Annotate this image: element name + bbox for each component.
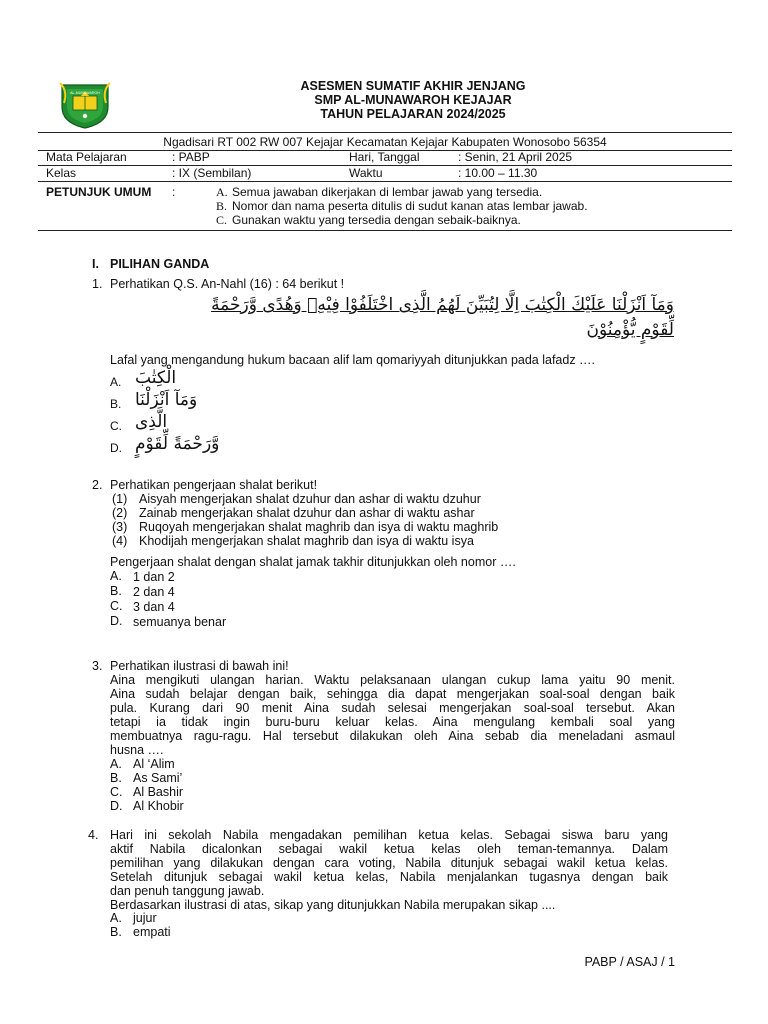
q2-item-num: (1) [112,492,128,506]
info-divider-2 [38,181,732,182]
q4-question: Berdasarkan ilustrasi di atas, sikap yang ditunjukkan Nabila merupakan sikap .... [110,898,556,912]
q2-item-num: (4) [112,534,128,548]
section-number: I. [92,257,99,271]
q2-question: Pengerjaan shalat dengan shalat jamak takhir ditunjukkan oleh nomor …. [110,555,516,569]
q1-option-d[interactable]: وَّرَحْمَةً لِّقَوْمٍ [135,434,220,454]
q4-option-letter: B. [110,925,122,939]
q1-option-letter: A. [110,375,122,389]
petunjuk-divider [38,230,732,231]
petunjuk-label: PETUNJUK UMUM [46,185,152,199]
title-line-1: ASESMEN SUMATIF AKHIR JENJANG [300,79,526,93]
q4-option-b[interactable]: empati [133,925,171,939]
q4-line-3: pemilihan yang dilakukan dengan cara voting, Nabila ditunjuk sebagai wakil ketua kelas. [110,856,668,870]
q4-line-1: Hari ini sekolah Nabila mengadakan pemilihan ketua kelas. Sebagai siswa baru yang [110,828,668,842]
q3-option-d[interactable]: Al Khobir [133,799,184,813]
logo-text: AL-MUNAWAROH [70,91,100,95]
mapel-value: : PABP [172,150,210,164]
petunjuk-item [216,185,588,199]
q2-item-num: (3) [112,520,128,534]
q3-line-4: tetapi ia tidak ingin buru-buru keluar kelas. Aina mengulang kembali soal yang [110,715,675,729]
q3-line-2: Aina sudah belajar dengan baik, sehingga dia dapat mengerjakan soal-soal dengan baik [110,687,675,701]
waktu-value: : 10.00 – 11.30 [458,166,538,180]
q1-intro: Perhatikan Q.S. An-Nahl (16) : 64 berikut ! [110,277,345,291]
petunjuk-letter: B. [216,199,228,213]
q1-option-letter: D. [110,441,122,455]
q1-number: 1. [92,277,103,291]
q3-number: 3. [92,659,103,673]
q1-option-c[interactable]: الَّذِى [135,412,168,432]
mapel-label: Mata Pelajaran [46,150,127,164]
hari-label: Hari, Tanggal [349,150,420,164]
q1-ayat-line-2: لِّقَوْمٍ يُّؤْمِنُوْنَ [586,320,674,340]
q2-item-text: Khodijah mengerjakan shalat maghrib dan isya di waktu isya [139,534,474,548]
section-title: PILIHAN GANDA [110,257,210,271]
q2-item-text: Ruqoyah mengerjakan shalat maghrib dan isya di waktu maghrib [139,520,499,534]
q2-option-letter: A. [110,569,122,583]
petunjuk-letter: A. [216,185,228,199]
petunjuk-colon: : [172,185,176,199]
q1-option-a[interactable]: الْكِتٰبَ [135,368,177,388]
info-divider-1 [38,165,732,166]
title-line-3: TAHUN PELAJARAN 2024/2025 [320,107,506,121]
q2-number: 2. [92,478,103,492]
exam-title [200,79,626,121]
q3-option-a[interactable]: Al ‘Alim [133,757,175,771]
q3-line-1: Aina mengikuti ulangan harian. Waktu pelaksanaan ulangan cukup lama yaitu 90 menit. [110,673,675,687]
q3-line-3: pula. Kurang dari 90 menit Aina sudah selesai mengerjakan soal-soal tersebut. Akan [110,701,675,715]
q4-option-a[interactable]: jujur [133,911,157,925]
school-address: Ngadisari RT 002 RW 007 Kejajar Kecamatan Kejajar Kabupaten Wonosobo 56354 [163,135,607,149]
petunjuk-letter: C. [216,213,228,227]
q3-option-c[interactable]: Al Bashir [133,785,184,799]
q1-option-letter: C. [110,419,122,433]
q4-option-letter: A. [110,911,122,925]
hari-value: : Senin, 21 April 2025 [458,150,573,164]
petunjuk-text: Nomor dan nama peserta ditulis di sudut kanan atas lembar jawab. [232,199,588,213]
q2-item-text: Zainab mengerjakan shalat dzuhur dan ashar di waktu ashar [139,506,475,520]
q2-option-c[interactable]: 3 dan 4 [133,600,175,614]
q3-option-b[interactable]: As Sami’ [133,771,183,785]
petunjuk-text: Semua jawaban dikerjakan di lembar jawab yang tersedia. [232,185,543,199]
q4-number: 4. [88,828,99,842]
q2-item-text: Aisyah mengerjakan shalat dzuhur dan ashar di waktu dzuhur [139,492,481,506]
q4-line-5: dan penuh tanggung jawab. [110,884,265,898]
q3-line-6: husna …. [110,743,164,757]
q3-option-letter: D. [110,799,123,813]
q2-intro: Perhatikan pengerjaan shalat berikut! [110,478,318,492]
q3-option-letter: C. [110,785,123,799]
title-line-2: SMP AL-MUNAWAROH KEJAJAR [314,93,512,107]
school-logo [58,79,112,129]
q3-option-letter: B. [110,771,122,785]
waktu-label: Waktu [349,166,383,180]
petunjuk-text: Gunakan waktu yang tersedia dengan sebaik-baiknya. [232,213,521,227]
petunjuk-item [216,199,588,213]
q1-ayat-line-1: وَمَآ اَنْزَلْنَا عَلَيْكَ الْكِتٰبَ اِلَّا لِتُبَيِّنَ لَهُمُ الَّذِى اخْتَلَفُوْا فِيْهِۙ وَهُدًى وَّرَحْمَةً [211,295,674,315]
q3-line-5: membuatnya ragu-ragu. Hal tersebut dilakukan oleh Aina sebab dia meneladani asmaul [110,729,675,743]
q4-line-4: Setelah ditunjuk sebagai wakil ketua kelas, Nabila menjalankan tugasnya dengan baik [110,870,668,884]
petunjuk-item [216,213,588,227]
q2-item-num: (2) [112,506,128,520]
kelas-value: : IX (Sembilan) [172,166,252,180]
page-footer: PABP / ASAJ / 1 [584,955,675,969]
kelas-label: Kelas [46,166,77,180]
q3-intro: Perhatikan ilustrasi di bawah ini! [110,659,289,673]
petunjuk-list [216,185,588,227]
q2-option-letter: D. [110,614,123,628]
header-divider [38,132,732,133]
q1-question: Lafal yang mengandung hukum bacaan alif lam qomariyyah ditunjukkan pada lafadz …. [110,353,596,367]
q2-option-b[interactable]: 2 dan 4 [133,585,175,599]
q2-option-d[interactable]: semuanya benar [133,615,227,629]
q2-option-a[interactable]: 1 dan 2 [133,570,175,584]
q4-line-2: aktif Nabila dicalonkan sebagai wakil ketua kelas oleh teman-temannya. Dalam [110,842,668,856]
q2-option-letter: B. [110,584,122,598]
q1-option-b[interactable]: وَمَآ اَنْزَلْنَا [135,390,198,410]
q1-option-letter: B. [110,397,122,411]
q3-option-letter: A. [110,757,122,771]
q2-option-letter: C. [110,599,123,613]
